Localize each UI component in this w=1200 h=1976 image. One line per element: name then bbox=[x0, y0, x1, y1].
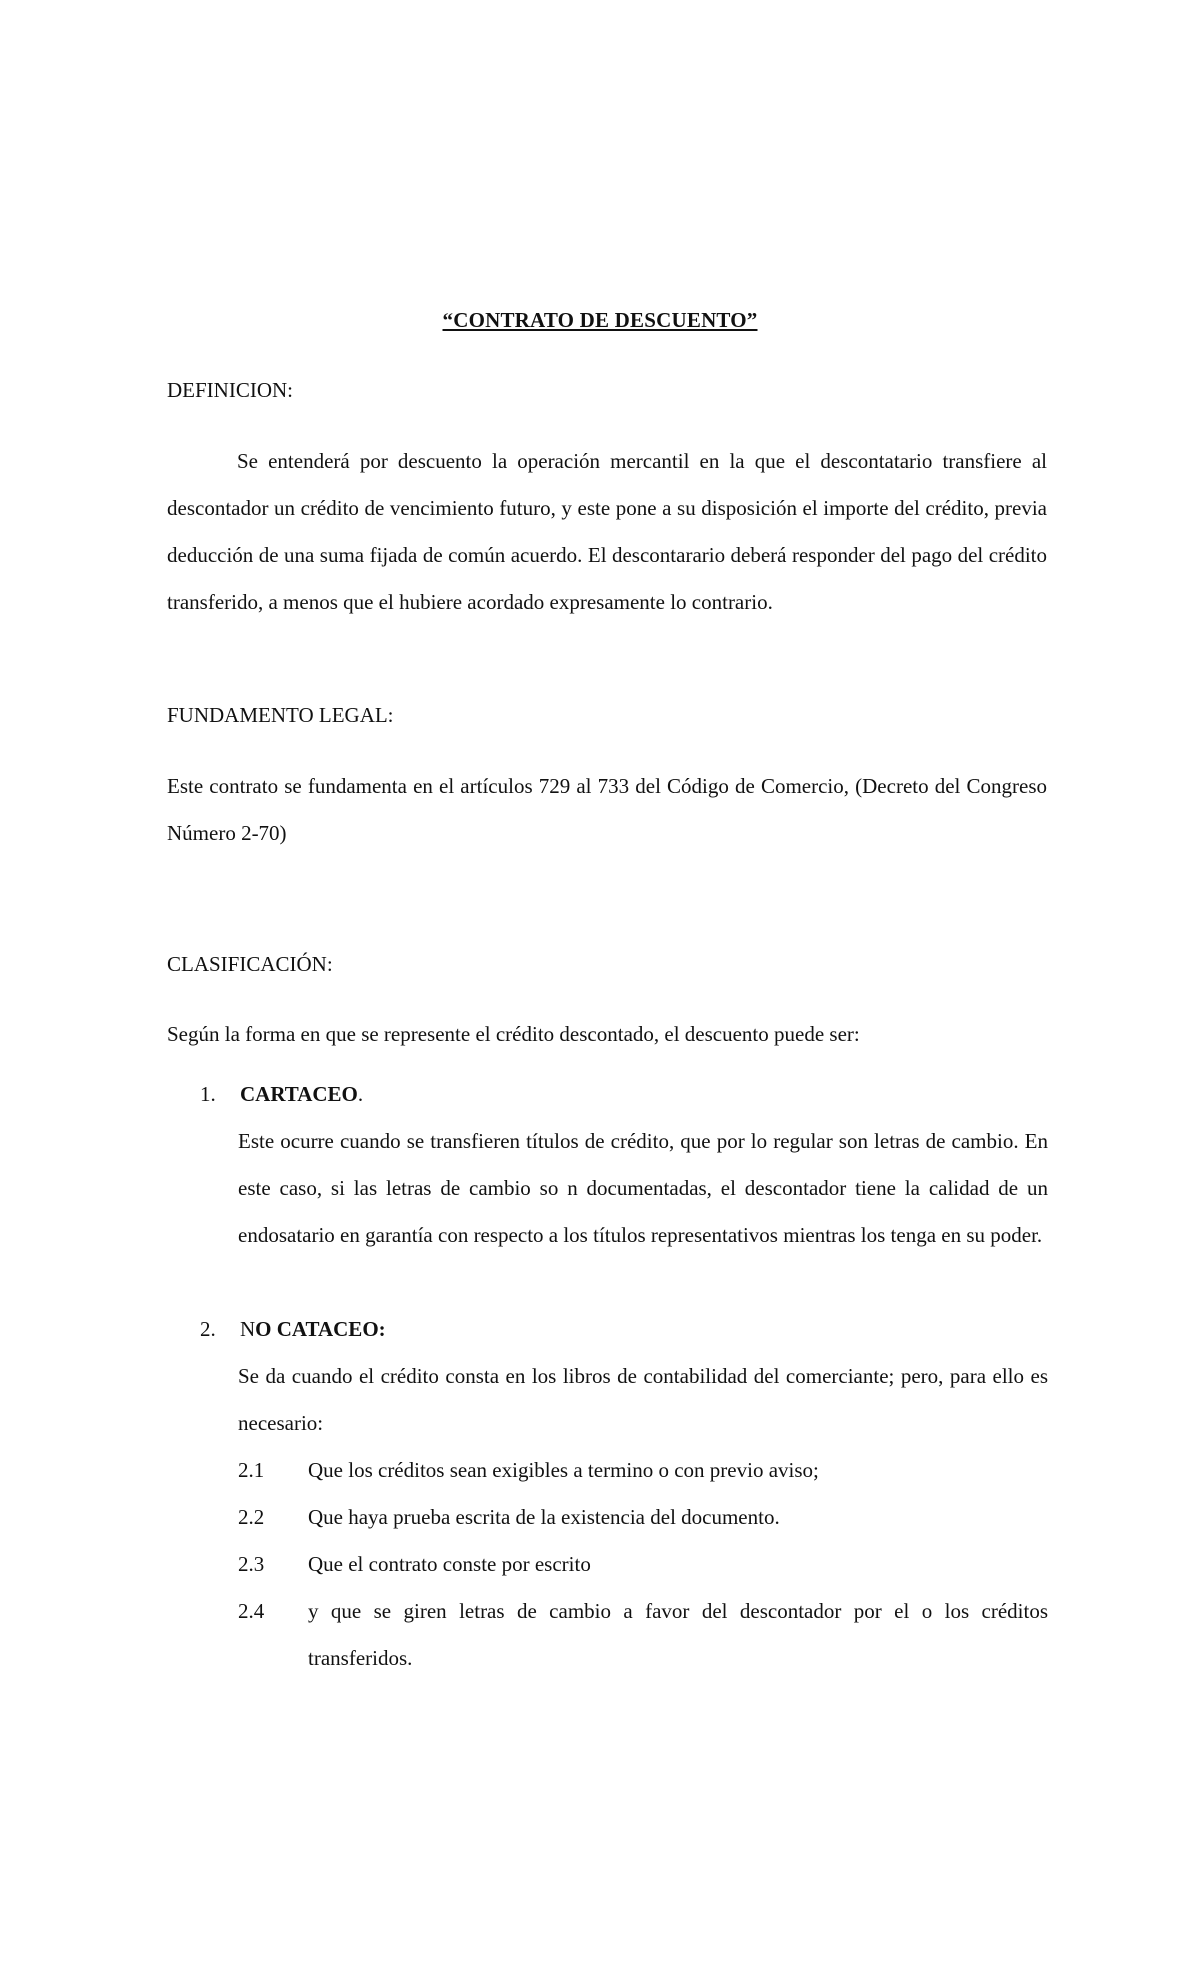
sub-item-text: Que haya prueba escrita de la existencia del documento. bbox=[308, 1505, 780, 1529]
list-item-label: O CATACEO: bbox=[255, 1317, 386, 1341]
sub-item bbox=[238, 1494, 1048, 1541]
list-item-suffix: . bbox=[357, 1082, 364, 1106]
sub-item bbox=[238, 1447, 1048, 1494]
list-item-number: 1. bbox=[200, 1082, 216, 1106]
paragraph-definicion: Se entenderá por descuento la operación mercantil en la que el descontatario transfiere al descontador un crédito de vencimiento futuro, y este pone a su disposición el importe del crédito, previa deducción de una suma fijada de común acuerdo. El descontarario deberá responder del pago del crédito transferido, a menos que el hubiere acordado expresamente lo contrario. bbox=[167, 449, 1047, 614]
sub-item-number: 2.1 bbox=[238, 1458, 265, 1482]
sub-item-number: 2.3 bbox=[238, 1552, 265, 1576]
list-item-label: CARTACEO bbox=[240, 1082, 358, 1106]
sub-item bbox=[238, 1541, 1048, 1588]
list-item-label-prefix: N bbox=[240, 1317, 256, 1341]
document-title: “CONTRATO DE DESCUENTO” bbox=[442, 308, 758, 332]
list-item-body-cartaceo: Este ocurre cuando se transfieren títulos de crédito, que por lo regular son letras de cambio. En este caso, si las letras de cambio so n documentadas, el descontador tiene la calidad de un endosatario en garantía con respecto a los títulos representativos mientras los tenga en su poder. bbox=[238, 1129, 1048, 1247]
sub-item-text: Que el contrato conste por escrito bbox=[308, 1552, 591, 1576]
list-item-number: 2. bbox=[200, 1317, 216, 1341]
paragraph-clasificacion-intro: Según la forma en que se represente el crédito descontado, el descuento puede ser: bbox=[167, 1022, 860, 1046]
heading-clasificacion: CLASIFICACIÓN: bbox=[167, 952, 333, 976]
heading-definicion: DEFINICION: bbox=[167, 378, 293, 402]
heading-fundamento-legal: FUNDAMENTO LEGAL: bbox=[167, 703, 394, 727]
sub-item-number: 2.2 bbox=[238, 1505, 265, 1529]
list-item-body-no-cartaceo: Se da cuando el crédito consta en los libros de contabilidad del comerciante; pero, para ello es necesario: bbox=[238, 1364, 1048, 1435]
list-item-no-cartaceo bbox=[200, 1317, 386, 1342]
paragraph-fundamento-legal: Este contrato se fundamenta en el artículos 729 al 733 del Código de Comercio, (Decreto del Congreso Número 2-70) bbox=[167, 774, 1047, 845]
sub-item-text: y que se giren letras de cambio a favor del descontador por el o los créditos transferidos. bbox=[308, 1599, 1048, 1670]
sub-item-text: Que los créditos sean exigibles a termino o con previo aviso; bbox=[308, 1458, 819, 1482]
sub-item bbox=[238, 1588, 1048, 1682]
sub-item-number: 2.4 bbox=[238, 1599, 265, 1623]
list-item-cartaceo bbox=[200, 1082, 363, 1107]
